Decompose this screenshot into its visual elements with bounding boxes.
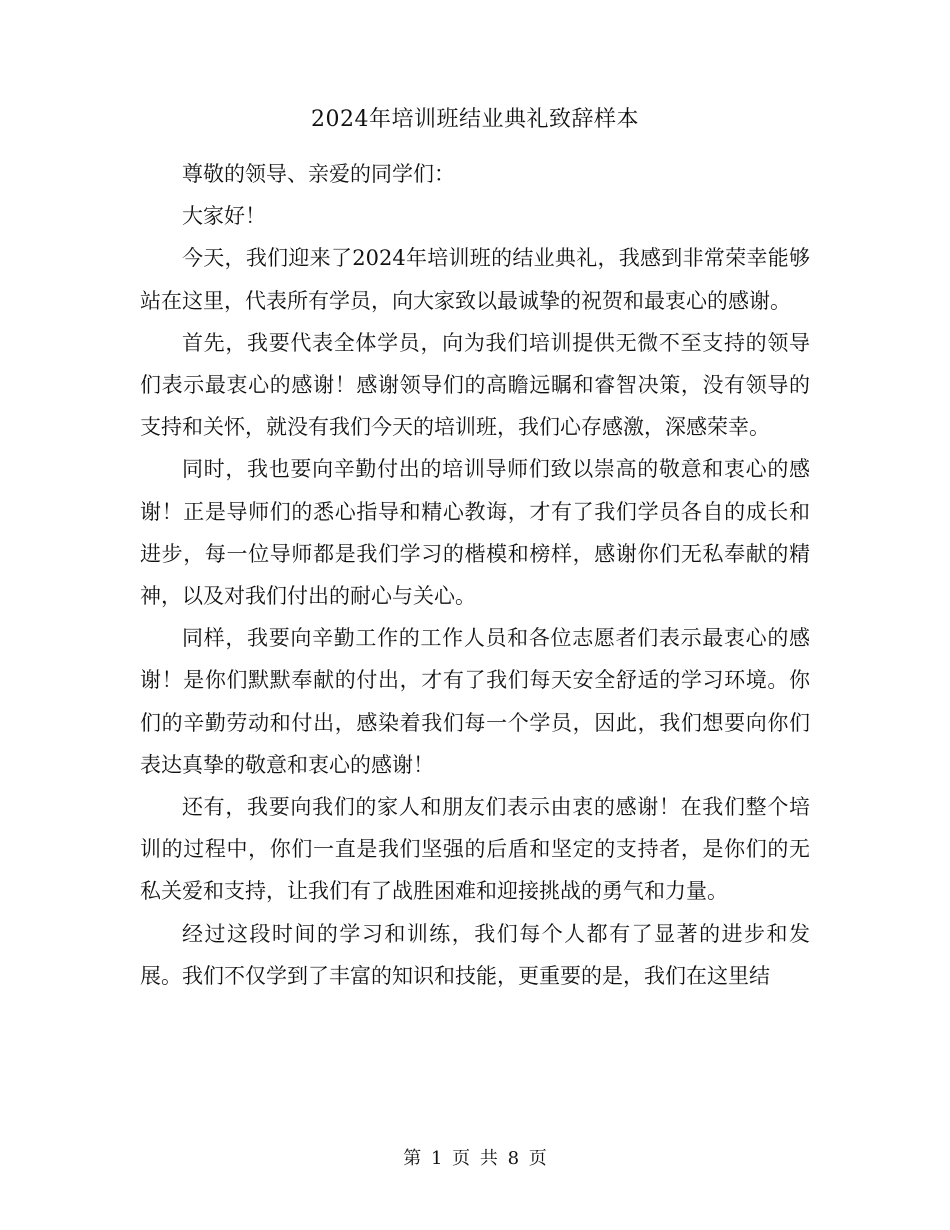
- body-paragraph: 首先，我要代表全体学员，向为我们培训提供无微不至支持的领导们表示最衷心的感谢！感谢领导们的高瞻远瞩和睿智决策，没有领导的支持和关怀，就没有我们今天的培训班，我们心存感激，深感荣幸。: [140, 330, 810, 440]
- page-number-footer: 第 1 页 共 8 页: [403, 1148, 547, 1169]
- greeting-paragraph: 大家好！: [182, 204, 266, 229]
- body-paragraph: 同样，我要向辛勤工作的工作人员和各位志愿者们表示最衷心的感谢！是你们默默奉献的付出，才有了我们每天安全舒适的学习环境。你们的辛勤劳动和付出，感染着我们每一个学员，因此，我们想要向你们表达真挚的敬意和衷心的感谢！: [140, 626, 810, 777]
- salutation-paragraph: 尊敬的领导、亲爱的同学们：: [182, 162, 455, 186]
- body-paragraph: 经过这段时间的学习和训练，我们每个人都有了显著的进步和发展。我们不仅学到了丰富的知识和技能，更重要的是，我们在这里结: [140, 921, 810, 988]
- body-paragraph: 今天，我们迎来了2024年培训班的结业典礼，我感到非常荣幸能够站在这里，代表所有学员，向大家致以最诚挚的祝贺和最衷心的感谢。: [140, 246, 810, 313]
- body-paragraph: 还有，我要向我们的家人和朋友们表示由衷的感谢！在我们整个培训的过程中，你们一直是我们坚强的后盾和坚定的支持者，是你们的无私关爱和支持，让我们有了战胜困难和迎接挑战的勇气和力量。: [140, 795, 810, 904]
- document-title: 2024年培训班结业典礼致辞样本: [311, 107, 639, 132]
- document-body: [140, 153, 810, 997]
- body-paragraph: 同时，我也要向辛勤付出的培训导师们致以崇高的敬意和衷心的感谢！正是导师们的悉心指导和精心教诲，才有了我们学员各自的成长和进步，每一位导师都是我们学习的楷模和榜样，感谢你们无私奉献的精神，以及对我们付出的耐心与关心。: [140, 457, 810, 609]
